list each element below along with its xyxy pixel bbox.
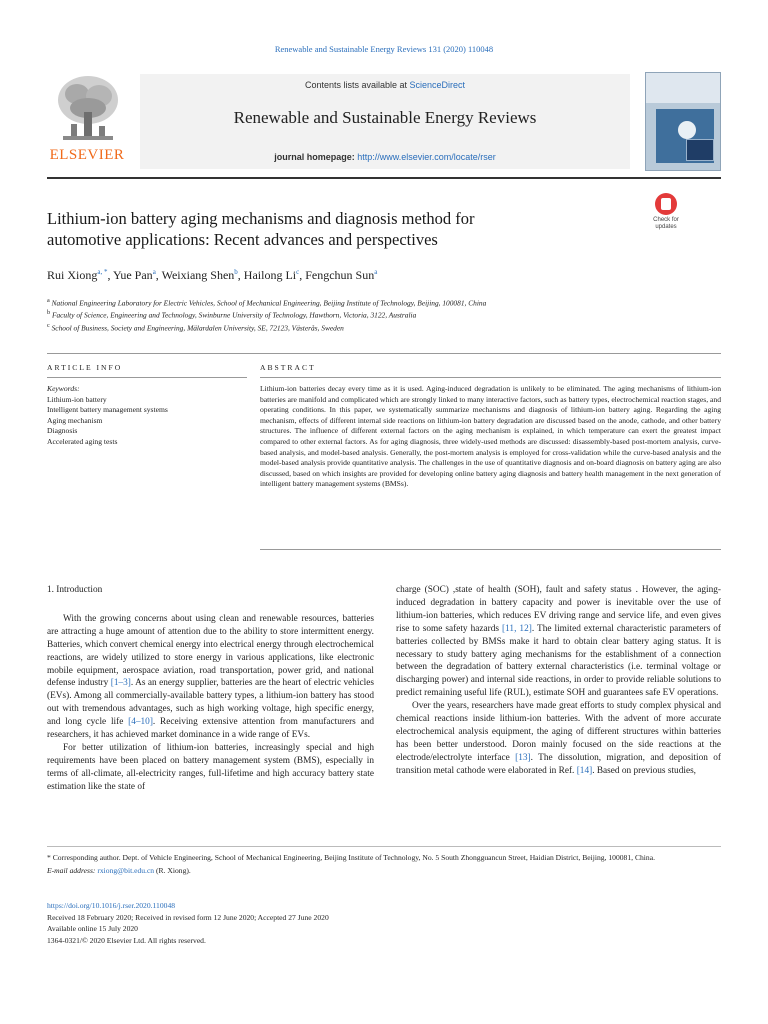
homepage-line <box>140 152 630 162</box>
author-affiliation-marker[interactable]: c <box>296 268 300 276</box>
author-affiliation-marker[interactable]: a <box>374 268 378 276</box>
sciencedirect-link[interactable]: ScienceDirect <box>409 80 466 90</box>
affiliation-key: c <box>47 322 50 329</box>
elsevier-logo <box>45 72 129 167</box>
body-paragraph <box>396 700 721 777</box>
citation-link[interactable]: [13] <box>515 752 531 763</box>
journal-title: Renewable and Sustainable Energy Reviews <box>233 108 537 127</box>
publisher-name: ELSEVIER <box>49 147 125 163</box>
citation-link[interactable]: [11, 12] <box>502 623 532 634</box>
paragraph-text: . The limited external characteristic parameters of batteries collected by BMSs make it hard to obtain clear battery aging status. It is necessary to study battery aging mechanisms for the establishment of a connection between the degradation of battery external characteristics (i.e. terminal voltage or discharging power) and internal side reactions, in order to provide reliable solutions to predict remaining useful life (RUL), estimate SOH and guarantees safe EV operations. <box>396 623 721 699</box>
body-column-right <box>396 584 721 778</box>
affiliation-key: b <box>47 310 51 317</box>
abstract-divider-bottom <box>260 549 721 550</box>
article-title <box>47 208 607 250</box>
body-paragraph <box>396 584 721 700</box>
copyright-notice: 1364-0321/© 2020 Elsevier Ltd. All rights reserved. <box>47 936 206 946</box>
keyword-item: Aging mechanism <box>47 415 103 425</box>
journal-cover-image[interactable] <box>645 72 721 171</box>
corresponding-author-text: * Corresponding author. Dept. of Vehicle Engineering, School of Mechanical Engineering, Beijing Institute of Technology, No. 5 South Zhongguancun Street, Haidian District, Beijing, 100081, China. <box>47 853 655 862</box>
paragraph-text: . The dissolution, migration, and deposition of transition metal cathode were elaborated in Ref. <box>396 752 721 776</box>
author-separator: , <box>107 268 114 282</box>
article-title-line1: Lithium-ion battery aging mechanisms and diagnosis method for <box>47 209 475 228</box>
journal-reference[interactable]: Renewable and Sustainable Energy Reviews 131 (2020) 110048 <box>274 44 494 54</box>
author-separator: , <box>155 268 162 282</box>
abstract-heading: ABSTRACT <box>260 363 316 372</box>
keywords-list <box>47 384 247 448</box>
author-name[interactable]: Yue Pan <box>113 268 153 282</box>
affiliation-item <box>47 296 647 308</box>
affiliation-key: a <box>47 298 50 304</box>
check-updates-icon <box>655 193 677 215</box>
body-column-left <box>47 584 374 794</box>
paragraph-text: charge (SOC) ,state of health (SOH), fault and safety status . However, the aging-induced degradation in battery capacity and power is inevitable over the use of lithium-ion batteries, which reduces EV driving range and service life, and even gives rise to some safety hazards <box>396 585 721 634</box>
homepage-label: journal homepage: <box>274 152 358 162</box>
citation-link[interactable]: [4–10] <box>128 717 153 728</box>
received-dates: Received 18 February 2020; Received in revised form 12 June 2020; Accepted 27 June 2020 <box>47 912 329 922</box>
cover-band <box>646 73 720 103</box>
author-separator: , <box>237 268 244 282</box>
article-metadata <box>47 900 721 947</box>
citation-link[interactable]: [14] <box>576 765 593 776</box>
cover-photo <box>656 109 714 163</box>
homepage-link[interactable]: http://www.elsevier.com/locate/rser <box>357 152 496 162</box>
footnote-divider <box>47 846 721 847</box>
keyword-item: Accelerated aging tests <box>47 436 118 446</box>
author-affiliation-marker[interactable]: a, * <box>97 268 108 276</box>
paragraph-text: Over the years, researchers have made great efforts to study complex physical and chemical reactions inside lithium-ion batteries. With the advent of more accurate electrochemical analysis equipment, the aging of different structures within batteries has been better understood. Doron mainly focused on the side reactions at the electrode/electrolyte interface <box>396 701 721 763</box>
cover-sun-shape <box>678 121 696 139</box>
keywords-label: Keywords: <box>47 384 80 393</box>
check-for-updates-button[interactable] <box>645 193 687 233</box>
contents-prefix: Contents lists available at <box>304 80 410 90</box>
doi-link[interactable]: https://doi.org/10.1016/j.rser.2020.110048 <box>47 901 176 910</box>
citation-link[interactable]: [1–3] <box>110 678 131 689</box>
body-paragraph: For better utilization of lithium-ion batteries, increasingly special and high requirements have been placed on battery management system (BMS), especially in terms of all-climate, all-electricity ranges, full-lifetime and high accuracy battery state estimation like the state of <box>47 742 374 792</box>
paragraph-text: With the growing concerns about using clean and renewable resources, batteries are attracting a huge amount of attention due to the ability to store intermittent energy. Batteries, which convert chemical energy into electrical energy through electrochemical reactions, are widely utilized to store energy in various applications, like electronic mobile equipment, aerospace aviation, road transportation, power grid, and national defense industry <box>47 613 374 689</box>
email-link[interactable]: rxiong@bit.edu.cn <box>97 865 155 875</box>
author-name[interactable]: Hailong Li <box>243 268 297 282</box>
info-divider <box>47 377 247 378</box>
available-online: Available online 15 July 2020 <box>47 924 138 934</box>
abstract-text: Lithium-ion batteries decay every time as it is used. Aging-induced degradation is unlikely to be eliminated. The aging mechanisms of lithium-ion batteries are manifold and complicated which are strongly linked to many interactive factors, such as battery types, electrochemical reaction stages, and operating conditions. In this paper, we systematically summarize mechanisms and diagnosis of lithium-ion battery aging. Regarding the aging mechanism, effects of different internal side reactions on lithium-ion battery degradation are discussed based on the anode, cathode, and other battery structures. The influence of different external factors on the aging mechanism is explained, in which temperature can exert the greatest impact compared to other external factors. As for aging diagnosis, three widely-used methods are discussed: disassembly-based post-mortem analysis, curve-based analysis, and model-based analysis. Generally, the post-mortem analysis is employed for cross-validation while the curve-based analysis and the model-based analysis provide quantitative analysis. The challenges in the use of quantitative diagnosis and on-board diagnosis on battery aging are also discussed, based on which insights are provided for developing online battery aging diagnosis and battery health management in the next generation of intelligent battery management systems (BMSs). <box>260 384 721 489</box>
keyword-item: Diagnosis <box>47 426 78 436</box>
keyword-item: Intelligent battery management systems <box>47 405 168 415</box>
contents-line <box>140 80 630 90</box>
affiliation-list <box>47 296 647 333</box>
affiliation-item <box>47 321 647 333</box>
author-list <box>47 268 607 283</box>
affiliation-text: National Engineering Laboratory for Electric Vehicles, School of Mechanical Engineering, Beijing Institute of Technology, Beijing, 100081, China <box>51 298 487 308</box>
affiliation-text: School of Business, Society and Engineering, Mälardalen University, SE, 72123, Västerås, Sweden <box>51 323 344 333</box>
paragraph-text: . Based on previous studies, <box>592 765 697 776</box>
abstract-divider <box>260 377 721 378</box>
email-line <box>47 865 721 878</box>
check-updates-label: Check for updates <box>653 217 679 230</box>
info-divider-top <box>47 353 721 354</box>
introduction-heading: 1. Introduction <box>47 585 103 595</box>
email-label: E-mail address: <box>47 865 98 875</box>
author-name[interactable]: Weixiang Shen <box>161 268 235 282</box>
author-affiliation-marker[interactable]: a <box>152 268 156 276</box>
email-suffix: (R. Xiong). <box>154 865 191 875</box>
author-affiliation-marker[interactable]: b <box>234 268 238 276</box>
body-paragraph <box>47 613 374 742</box>
corresponding-author-footnote <box>47 852 721 877</box>
keyword-item: Lithium-ion battery <box>47 394 107 404</box>
author-name[interactable]: Rui Xiong <box>47 268 98 282</box>
cover-solar-panel-shape <box>686 139 714 161</box>
affiliation-item <box>47 308 647 320</box>
author-separator: , <box>299 268 306 282</box>
paragraph-text: . As an energy supplier, batteries are the heart of electric vehicles (EVs). Among all commercially-available battery types, a lithium-ion battery has stood out with tremendous advantages, such as high working voltage, high specific energy, and long cycle life <box>47 678 374 728</box>
journal-masthead <box>140 74 630 169</box>
author-name[interactable]: Fengchun Sun <box>305 268 375 282</box>
elsevier-tree-icon <box>53 72 123 144</box>
article-title-line2: automotive applications: Recent advances and perspectives <box>47 230 438 249</box>
affiliation-text: Faculty of Science, Engineering and Technology, Swinburne University of Technology, Hawthorn, Victoria, 3122, Australia <box>51 310 417 320</box>
header-divider <box>47 177 721 179</box>
article-info-heading: ARTICLE INFO <box>47 363 123 372</box>
paragraph-text: . Receiving extensive attention from manufacturers and researchers, it has achieved market dominance in a wide range of EVs. <box>47 717 374 741</box>
